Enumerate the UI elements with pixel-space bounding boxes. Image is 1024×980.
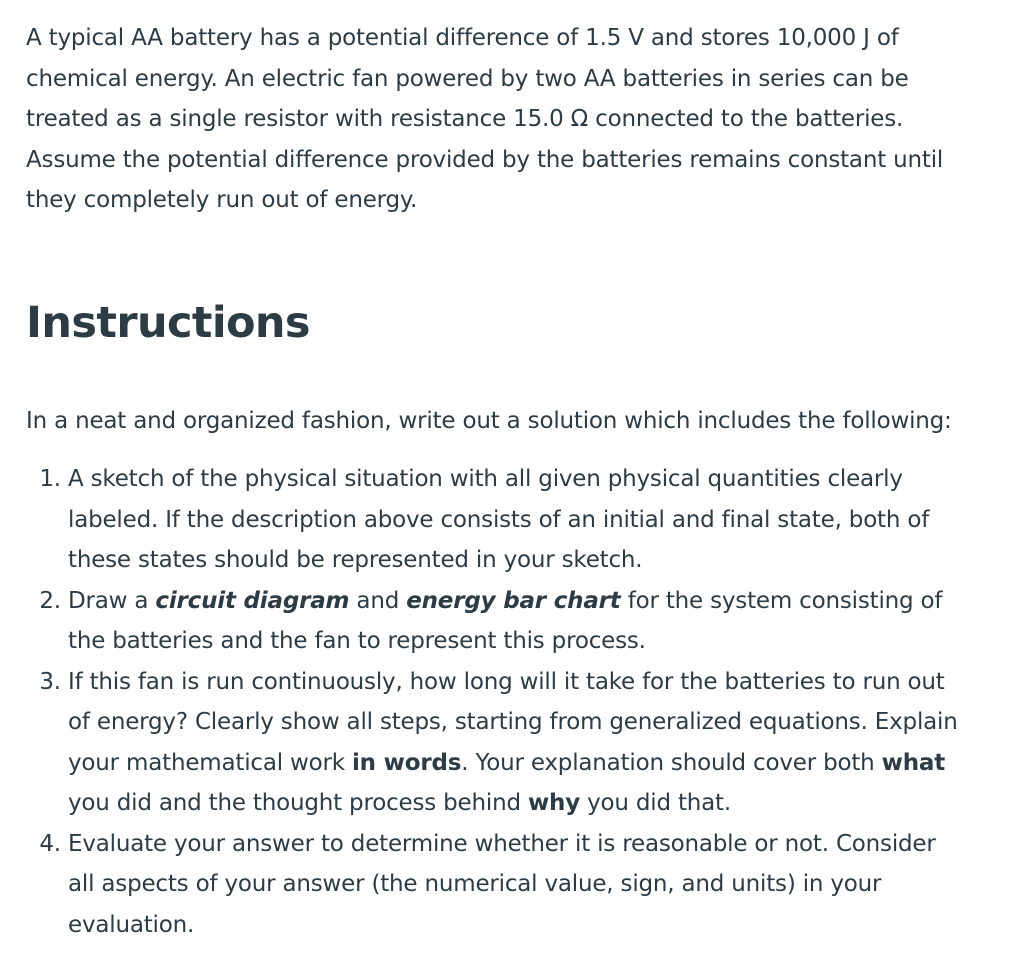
list-item-text-pre: If this fan is run continuously, how long will it take for the batteries to run out of energy? Clearly show all steps, starting from generalized equations. Explain your mathematical work xyxy=(68,668,958,776)
list-item-evaluate xyxy=(68,824,964,946)
circuit-diagram-term: circuit diagram xyxy=(155,587,350,614)
list-item-text: Evaluate your answer to determine whether it is reasonable or not. Consider all aspects of your answer (the numerical value, sign, and units) in your evaluation. xyxy=(68,830,936,938)
list-item-text-mid: and xyxy=(349,587,407,614)
list-item-text-pre: Draw a xyxy=(68,587,156,614)
list-item-text: A sketch of the physical situation with all given physical quantities clearly labeled. If the description above consists of an initial and final state, both of these states should be represented in your sketch. xyxy=(68,466,930,573)
problem-statement: A typical AA battery has a potential difference of 1.5 V and stores 10,000 J of chemical energy. An electric fan powered by two AA batteries in series can be treated as a single resistor with resistance 15.0 Ω connected to the batteries. Assume the potential difference provided by the batteries remains constant until they completely run out of energy. xyxy=(26,25,944,213)
instructions-lead: In a neat and organized fashion, write out a solution which includes the following: xyxy=(26,407,952,434)
list-item-text-mid: you did and the thought process behind xyxy=(68,790,528,816)
in-words-emphasis: in words xyxy=(352,749,462,776)
list-item-text-post: you did that. xyxy=(579,790,731,816)
instructions-list xyxy=(26,459,964,945)
instructions-heading: Instructions xyxy=(26,297,310,348)
list-item-sketch xyxy=(68,459,964,581)
what-emphasis: what xyxy=(881,749,946,776)
list-item-text-mid: . Your explanation should cover both xyxy=(461,749,882,776)
list-item-circuit xyxy=(68,581,964,662)
why-emphasis: why xyxy=(527,790,580,816)
list-item-time xyxy=(68,662,964,824)
list-item-text-post: for the system consisting of the batteries and the fan to represent this process. xyxy=(68,587,943,654)
energy-bar-chart-term: energy bar chart xyxy=(406,587,621,614)
